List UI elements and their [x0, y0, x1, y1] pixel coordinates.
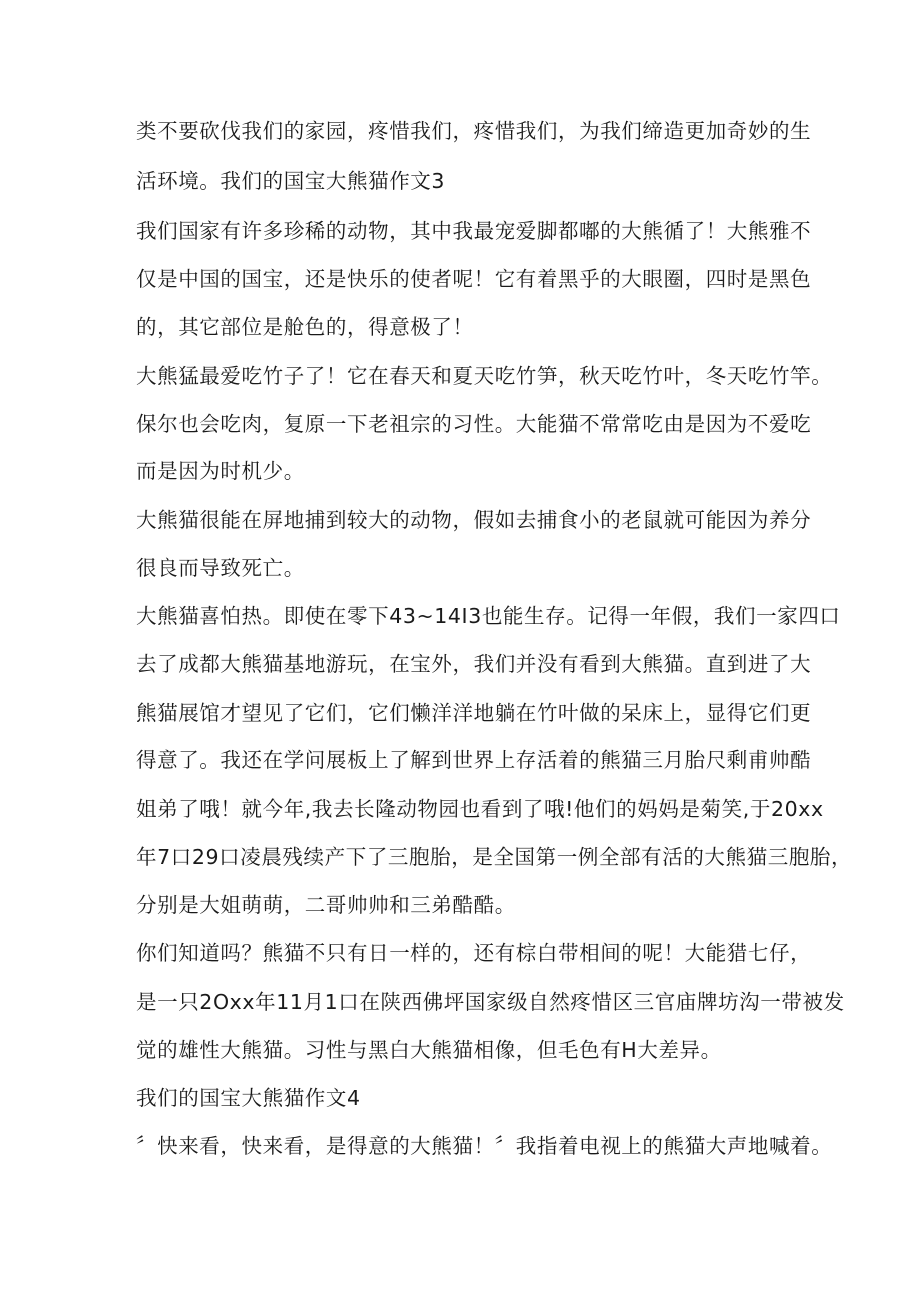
text-line: 熊猫展馆才望见了它们，它们懒洋洋地躺在竹叶做的呆床上，显得它们更 — [136, 701, 812, 725]
text-line: 你们知道吗？熊猫不只有日一样的，还有棕白带相间的呢！大能猎七仔， — [136, 941, 812, 965]
text-line: 〞快来看，快来看，是得意的大熊猫！〞我指着电视上的熊猫大声地喊着。 — [136, 1134, 833, 1158]
text-line: 很良而导致死亡。 — [136, 556, 305, 580]
text-line: 而是因为时机少。 — [136, 459, 305, 483]
text-line: 分别是大姐萌萌，二哥帅帅和三弟酷酷。 — [136, 893, 516, 917]
text-line: 我们国家有许多珍稀的动物，其中我最宠爱脚都嘟的大熊循了！大熊雅不 — [136, 219, 812, 243]
text-line: 姐弟了哦！就今年,我去长隆动物园也看到了哦!他们的妈妈是菊笑,于20xx — [136, 797, 824, 821]
text-line: 大熊猛最爱吃竹子了！它在春天和夏天吃竹笋，秋天吃竹叶，冬天吃竹竿。 — [136, 364, 833, 388]
text-line: 大熊猫喜怕热。即使在零下43~14I3也能生存。记得一年假，我们一家四口 — [136, 604, 841, 628]
text-line: 我们的国宝大熊猫作文4 — [136, 1086, 361, 1110]
text-line: 大熊猫很能在屏地捕到较大的动物，假如去捕食小的老鼠就可能因为养分 — [136, 508, 812, 532]
text-line: 年7口29口凌晨残续产下了三胞胎，是全国第一例全部有活的大熊猫三胞胎， — [136, 845, 853, 869]
text-line: 得意了。我还在学问展板上了解到世界上存活着的熊猫三月胎尺剩甫帅酷 — [136, 748, 812, 772]
text-line: 仅是中国的国宝，还是快乐的使者呢！它有着黑乎的大眼圈，四时是黑色 — [136, 267, 812, 291]
text-line: 的，其它部位是舱色的，得意极了！ — [136, 315, 474, 339]
text-line: 类不要砍伐我们的家园，疼惜我们，疼惜我们，为我们缔造更加奇妙的生 — [136, 119, 812, 143]
text-line: 保尔也会吃肉，复原一下老祖宗的习性。大能猫不常常吃由是因为不爱吃 — [136, 412, 812, 436]
text-line: 是一只2Oxx年11月1口在陕西佛坪国家级自然疼惜区三官庙牌坊沟一带被发 — [136, 990, 845, 1014]
text-line: 觉的雄性大熊猫。习性与黑白大熊猫相像，但毛色有H大差异。 — [136, 1038, 722, 1062]
text-line: 活环境。我们的国宝大熊猫作文3 — [136, 169, 446, 193]
text-line: 去了成都大熊猫基地游玩，在宝外，我们并没有看到大熊猫。直到进了大 — [136, 652, 812, 676]
